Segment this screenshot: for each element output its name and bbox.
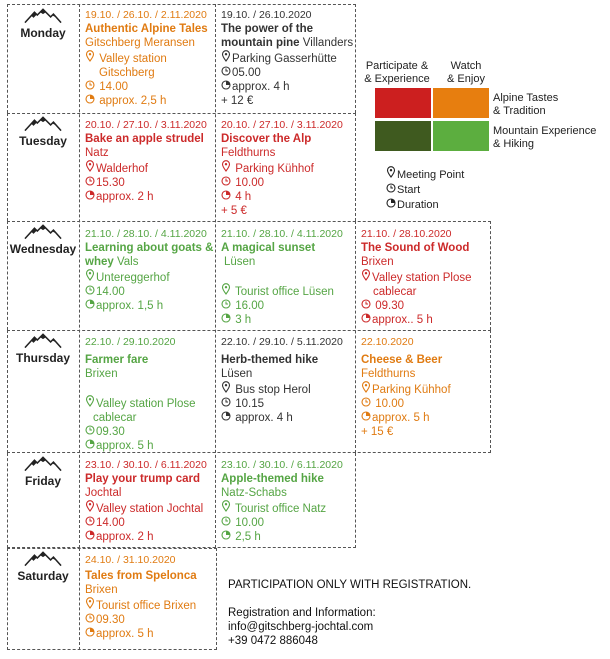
event-title: Farmer fare [85, 354, 149, 366]
pie-icon [386, 198, 396, 208]
event-meeting: Bus stop Herol [235, 384, 311, 396]
event-start: 14.00 [96, 286, 125, 298]
event-title: Herb-themed hike [221, 354, 319, 366]
mountain-icon [24, 224, 62, 240]
pie-icon [221, 411, 231, 421]
day-tuesday [8, 116, 78, 148]
event-meeting: Valley station [99, 53, 167, 65]
day-label: Tuesday [19, 134, 67, 148]
info-phone[interactable]: +39 0472 886048 [228, 635, 318, 647]
event-price: + 15 € [361, 426, 394, 438]
pie-icon [85, 530, 95, 540]
clock-icon [361, 397, 371, 407]
event-meeting-2: cablecar [373, 286, 417, 298]
legend-green-swatch [433, 121, 489, 151]
event-place: Lüsen [224, 256, 256, 268]
event-meeting: Tourist office Natz [235, 503, 327, 515]
event-duration: 2,5 h [235, 531, 261, 543]
event-meeting: Parking Kühhof [372, 384, 451, 396]
event-duration: approx. 2 h [96, 191, 154, 203]
event-duration: approx. 5 h [96, 440, 154, 452]
event-price: + 5 € [221, 205, 247, 217]
event-dates: 22.10.2020 [361, 336, 414, 348]
event-dates: 23.10. / 30.10. / 6.11.2020 [85, 459, 207, 471]
event-dates: 19.10. / 26.10. / 2.11.2020 [85, 9, 207, 21]
event-dates: 22.10. / 29.10.2020 [85, 336, 176, 348]
event-dates: 21.10. / 28.10. / 4.11.2020 [85, 228, 207, 240]
pin-icon [221, 160, 231, 172]
pin-icon [221, 500, 231, 512]
legend [360, 58, 608, 218]
event-title: A magical sunset [221, 242, 316, 254]
event-dates: 23.10. / 30.10. / 6.11.2020 [221, 459, 343, 471]
event-start: 15.30 [96, 177, 125, 189]
info-email[interactable]: info@gitschberg-jochtal.com [228, 621, 374, 633]
legend-alpine: Alpine Tastes [493, 92, 559, 104]
day-friday [8, 456, 78, 488]
event-duration: approx. 2 h [96, 531, 154, 543]
event-place: Brixen [85, 584, 118, 596]
legend-red-swatch [375, 88, 431, 118]
event-place: Brixen [85, 368, 118, 380]
event-meeting: Valley station Plose [372, 272, 472, 284]
grid-vline-1 [79, 4, 80, 548]
legend-start: Start [397, 184, 421, 196]
event-place: Jochtal [85, 487, 122, 499]
pie-icon [85, 190, 95, 200]
mountain-icon [24, 8, 62, 24]
pin-icon [221, 381, 231, 393]
event-sat1 [81, 551, 215, 643]
clock-icon [221, 66, 231, 76]
event-place: Brixen [361, 256, 394, 268]
mountain-icon [24, 116, 62, 132]
event-place: Villanders [302, 37, 354, 49]
event-title: The power of the [221, 23, 313, 35]
day-label: Saturday [17, 569, 69, 583]
event-start: 09.30 [375, 300, 404, 312]
event-meeting: Untereggerhof [96, 272, 170, 284]
event-place: Vals [116, 256, 139, 268]
event-wed3 [357, 225, 491, 329]
pin-icon [85, 395, 95, 407]
clock-icon [85, 80, 95, 90]
info-block [228, 578, 528, 648]
day-label: Friday [24, 474, 61, 488]
mountain-icon [24, 333, 62, 349]
legend-duration: Duration [397, 199, 439, 211]
event-price: + 12 € [221, 95, 254, 107]
event-duration: approx. 1,5 h [96, 300, 164, 312]
event-duration: approx.. 5 h [372, 314, 433, 326]
event-title: Tales from Spelonca [85, 570, 197, 582]
legend-participate: Participate & [365, 60, 429, 72]
pie-icon [85, 439, 95, 449]
event-title: Cheese & Beer [361, 354, 443, 366]
clock-icon [85, 176, 95, 186]
event-start: 09.30 [96, 614, 125, 626]
event-dates: 19.10. / 26.10.2020 [221, 9, 312, 21]
event-dates: 20.10. / 27.10. / 3.11.2020 [85, 119, 207, 131]
pin-icon [85, 269, 95, 281]
clock-icon [361, 299, 371, 309]
event-thu2 [217, 333, 357, 427]
event-fri2 [217, 456, 357, 546]
pie-icon [361, 411, 371, 421]
pie-icon [85, 94, 95, 104]
pie-icon [85, 299, 95, 309]
legend-mountain-2: & Hiking [493, 138, 534, 150]
legend-watch: Watch [450, 60, 482, 72]
pin-icon [361, 381, 371, 393]
event-dates: 20.10. / 27.10. / 3.11.2020 [221, 119, 343, 131]
event-meeting: Valley station Jochtal [96, 503, 204, 515]
event-place: Natz [85, 147, 109, 159]
event-meeting-2: Gitschberg [99, 67, 155, 79]
event-duration: approx. 4 h [235, 412, 293, 424]
event-meeting-2: cablecar [93, 412, 137, 424]
event-meeting: Walderhof [96, 163, 148, 175]
pin-icon [361, 269, 371, 281]
event-tue1 [81, 116, 215, 206]
day-label: Thursday [15, 351, 70, 365]
pie-icon [221, 190, 231, 200]
event-start: 09.30 [96, 426, 125, 438]
event-meeting: Parking Kühhof [235, 163, 314, 175]
event-mon1 [81, 6, 215, 110]
pin-icon [85, 50, 95, 62]
pin-icon [85, 500, 95, 512]
event-place: Feldthurns [361, 368, 416, 380]
info-registration: Registration and Information: [228, 607, 376, 619]
mountain-icon [24, 551, 62, 567]
clock-icon [221, 397, 231, 407]
event-dates: 24.10. / 31.10.2020 [85, 554, 176, 566]
pin-icon [85, 597, 95, 609]
pie-icon [361, 313, 371, 323]
event-start: 05.00 [232, 67, 261, 79]
event-duration: approx. 2,5 h [99, 95, 167, 107]
pin-icon [221, 283, 231, 295]
event-start: 10.00 [375, 398, 404, 410]
legend-darkgreen-swatch [375, 121, 431, 151]
event-mon2 [217, 6, 357, 110]
event-meeting: Tourist office Lüsen [235, 286, 334, 298]
event-dates: 21.10. / 28.10.2020 [361, 228, 452, 240]
event-title: Learning about goats & [85, 242, 214, 254]
clock-icon [221, 176, 231, 186]
event-place: Lüsen [221, 368, 253, 380]
event-title: The Sound of Wood [361, 242, 470, 254]
legend-alpine-2: & Tradition [493, 105, 546, 117]
event-meeting: Tourist office Brixen [96, 600, 197, 612]
event-start: 10.00 [235, 517, 264, 529]
pie-icon [221, 80, 231, 90]
event-dates: 22.10. / 29.10. / 5.11.2020 [221, 336, 343, 348]
day-saturday [8, 551, 78, 583]
day-monday [8, 8, 78, 40]
legend-orange-swatch [433, 88, 489, 118]
event-start: 10.15 [235, 398, 264, 410]
grid-vline-sat [79, 548, 80, 650]
day-wednesday [8, 224, 78, 256]
event-start: 16.00 [235, 300, 264, 312]
day-label: Monday [20, 26, 66, 40]
event-fri1 [81, 456, 215, 546]
event-duration: approx. 5 h [96, 628, 154, 640]
pin-icon [85, 160, 95, 172]
event-wed1 [81, 225, 215, 315]
event-title: Authentic Alpine Tales [85, 23, 208, 35]
info-notice: PARTICIPATION ONLY WITH REGISTRATION. [228, 579, 472, 591]
legend-meeting: Meeting Point [397, 169, 465, 181]
clock-icon [221, 299, 231, 309]
pin-icon [386, 166, 396, 178]
clock-icon [85, 285, 95, 295]
event-title: Bake an apple strudel [85, 133, 204, 145]
legend-mountain: Mountain Experience [493, 125, 597, 137]
event-meeting: Parking Gasserhütte [232, 53, 337, 65]
event-duration: approx. 5 h [372, 412, 430, 424]
event-title-2: mountain pine [221, 37, 300, 49]
clock-icon [85, 425, 95, 435]
event-duration: 3 h [235, 314, 252, 326]
clock-icon [85, 516, 95, 526]
event-start: 10.00 [235, 177, 264, 189]
event-start: 14.00 [99, 81, 128, 93]
pie-icon [85, 627, 95, 637]
event-wed2 [217, 225, 357, 329]
pie-icon [221, 313, 231, 323]
event-duration: 4 h [235, 191, 252, 203]
event-thu1 [81, 333, 215, 455]
grid-vline-2 [215, 4, 216, 548]
event-title: Play your trump card [85, 473, 201, 485]
clock-icon [221, 516, 231, 526]
legend-participate-2: & Experience [364, 73, 430, 85]
event-dates: 21.10. / 28.10. / 4.11.2020 [221, 228, 343, 240]
clock-icon [85, 613, 95, 623]
event-tue2 [217, 116, 357, 220]
clock-icon [386, 183, 396, 193]
event-duration: approx. 4 h [232, 81, 290, 93]
event-title-2: whey [85, 256, 114, 268]
day-thursday [8, 333, 78, 365]
day-label: Wednesday [9, 242, 77, 256]
event-title: Discover the Alp [221, 133, 312, 145]
event-place: Natz-Schabs [221, 487, 287, 499]
event-thu3 [357, 333, 491, 441]
pin-icon [221, 50, 231, 62]
event-place: Gitschberg Meransen [85, 37, 195, 49]
legend-watch-2: & Enjoy [447, 73, 485, 85]
event-start: 14.00 [96, 517, 125, 529]
event-place: Feldthurns [221, 147, 276, 159]
event-title: Apple-themed hike [221, 473, 324, 485]
event-meeting: Valley station Plose [96, 398, 196, 410]
mountain-icon [24, 456, 62, 472]
pie-icon [221, 530, 231, 540]
